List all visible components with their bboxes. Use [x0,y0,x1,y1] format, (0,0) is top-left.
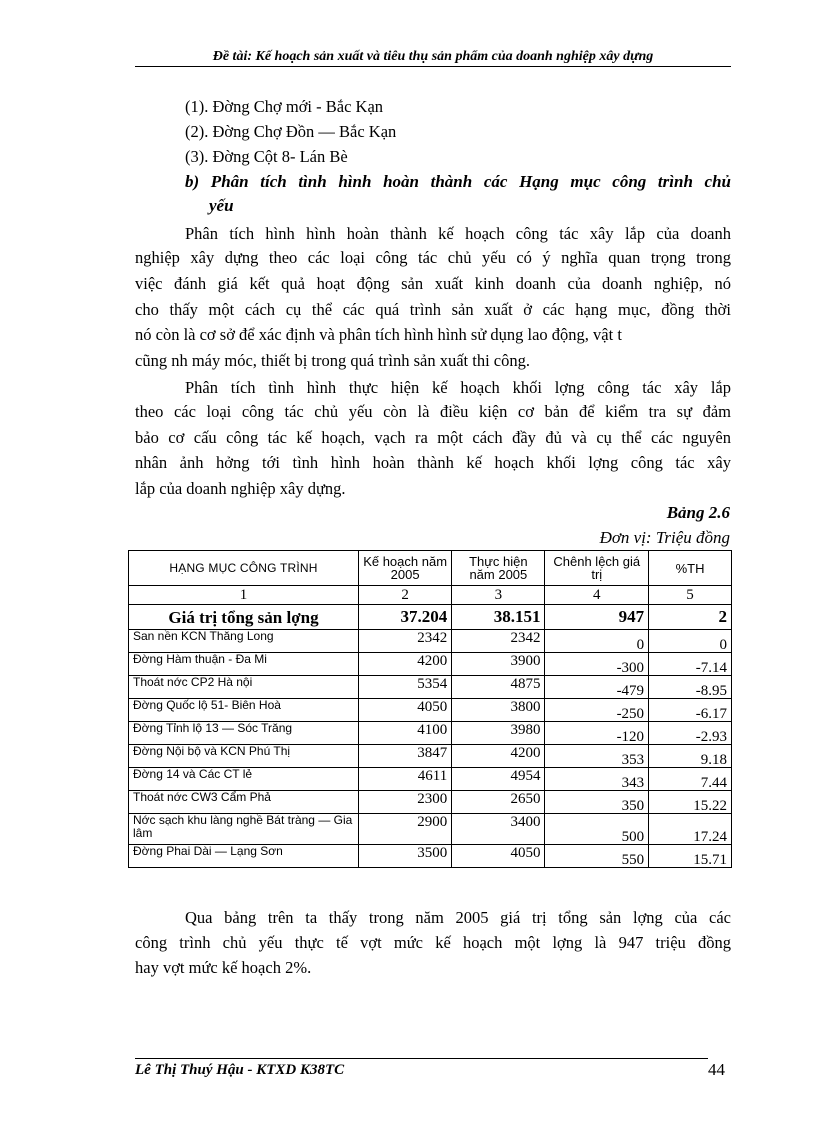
table-header-row [129,551,732,586]
paragraph-line: nghiệp xây dựng theo các loại công tác chủ yếu có ý nghĩa quan trọng trong [135,248,731,267]
row-cell: 4875 [452,676,545,699]
index-row [129,586,732,605]
table-caption: Bảng 2.6 [666,503,730,522]
row-cell: 2342 [359,630,452,653]
row-cell: -250 [545,699,649,722]
page-number: 44 [708,1060,725,1079]
row-label: Thoát nớc CW3 Cẩm Phả [129,791,359,814]
row-cell: 4050 [359,699,452,722]
section-heading: b) Phân tích tình hình hoàn thành các Hạng mục công trình chủ [185,172,731,191]
row-cell: -7.14 [649,653,732,676]
row-cell: -8.95 [649,676,732,699]
row-cell: 4050 [452,845,545,868]
paragraph-line: hay vợt mức kế hoạch 2%. [135,958,312,977]
col-header: Kế hoạch năm 2005 [359,551,452,586]
row-cell: 15.71 [649,845,732,868]
row-label: Đờng 14 và Các CT lẻ [129,768,359,791]
table-unit: Đơn vị: Triệu đồng [599,528,730,547]
row-cell: -6.17 [649,699,732,722]
row-cell: 4200 [359,653,452,676]
paragraph-line: nó còn là cơ sở để xác định và phân tích hình hình sử dụng lao động, vật t [135,325,622,344]
page-header: Đề tài: Kế hoạch sản xuất và tiêu thụ sản phẩm của doanh nghiệp xây dựng [135,48,731,67]
paragraph-line: lắp của doanh nghiệp xây dựng. [135,479,346,498]
index-cell: 4 [545,586,649,605]
paragraph-line: Phân tích tình hình thực hiện kế hoạch khối lợng công tác xây lắp [185,378,731,397]
table-row [129,630,732,653]
row-cell: 3980 [452,722,545,745]
index-cell: 1 [129,586,359,605]
total-row [129,605,732,630]
total-cell: 38.151 [452,605,545,630]
row-cell: -2.93 [649,722,732,745]
row-cell: 2650 [452,791,545,814]
row-cell: 3900 [452,653,545,676]
row-cell: -120 [545,722,649,745]
row-cell: 3500 [359,845,452,868]
paragraph-line: Qua bảng trên ta thấy trong năm 2005 giá trị tổng sản lợng của các [185,908,731,927]
total-cell: 2 [649,605,732,630]
col-header: Thực hiện năm 2005 [452,551,545,586]
data-table [128,550,732,868]
col-header: HẠNG MỤC CÔNG TRÌNH [129,551,359,586]
row-cell: 2900 [359,814,452,845]
paragraph-line: Phân tích hình hình hoàn thành kế hoạch công tác xây lắp của doanh [185,224,731,243]
table-row [129,791,732,814]
total-cell: 37.204 [359,605,452,630]
row-cell: 3400 [452,814,545,845]
paragraph-line: cũng nh máy móc, thiết bị trong quá trình sản xuất thi công. [135,351,531,370]
row-cell: -300 [545,653,649,676]
total-cell: 947 [545,605,649,630]
row-label: Đờng Nội bộ và KCN Phú Thị [129,745,359,768]
list-item: (3). Đờng Cột 8- Lán Bè [185,147,348,166]
section-heading-cont: yếu [209,196,234,215]
list-item: (1). Đờng Chợ mới - Bắc Kạn [185,97,384,116]
col-header: Chênh lệch giá trị [545,551,649,586]
row-cell: 15.22 [649,791,732,814]
row-cell: 9.18 [649,745,732,768]
row-label: Đờng Hàm thuận - Đa Mi [129,653,359,676]
paragraph-line: công trình chủ yếu thực tế vợt mức kế hoạch một lợng là 947 triệu đồng [135,933,731,952]
index-cell: 2 [359,586,452,605]
row-cell: 4200 [452,745,545,768]
row-cell: 2342 [452,630,545,653]
list-item: (2). Đờng Chợ Đồn — Bắc Kạn [185,122,397,141]
row-cell: 3800 [452,699,545,722]
row-label: Nớc sạch khu làng nghề Bát tràng — Gia lâm [129,814,359,845]
paragraph-line: việc đánh giá kết quả hoạt động sản xuất kinh doanh của doanh nghiệp, nó [135,274,731,293]
row-cell: 350 [545,791,649,814]
row-cell: 0 [545,630,649,653]
row-cell: 500 [545,814,649,845]
paragraph-line: theo các loại công tác chủ yếu còn là điều kiện cơ bản để kiểm tra sự đảm [135,402,731,421]
row-label: San nền KCN Thăng Long [129,630,359,653]
table-row [129,768,732,791]
row-label: Đờng Phai Dài — Lạng Sơn [129,845,359,868]
footer-author: Lê Thị Thuý Hậu - KTXD K38TC [135,1062,345,1078]
row-cell: 0 [649,630,732,653]
row-label: Đờng Tỉnh lộ 13 — Sóc Trăng [129,722,359,745]
row-cell: 550 [545,845,649,868]
row-label: Đờng Quốc lộ 51- Biên Hoà [129,699,359,722]
table-row [129,699,732,722]
row-cell: 7.44 [649,768,732,791]
row-cell: 2300 [359,791,452,814]
index-cell: 3 [452,586,545,605]
paragraph-line: cho thấy một cách cụ thể các quá trình sản xuất ở các hạng mục, đồng thời [135,300,731,319]
paragraph-line: nhân ảnh hởng tới tình hình hoàn thành kế hoạch khối lợng công tác xây [135,453,731,472]
table-row [129,722,732,745]
table-row [129,814,732,845]
total-label: Giá trị tổng sản lợng [129,605,359,630]
row-cell: 4100 [359,722,452,745]
row-cell: 3847 [359,745,452,768]
row-cell: 353 [545,745,649,768]
row-cell: 5354 [359,676,452,699]
row-label: Thoát nớc CP2 Hà nội [129,676,359,699]
table-row [129,745,732,768]
col-header: %TH [649,551,732,586]
table-row [129,653,732,676]
row-cell: 17.24 [649,814,732,845]
table-row [129,845,732,868]
footer-rule [135,1058,708,1059]
paragraph-line: bảo cơ cấu công tác kế hoạch, vạch ra một cách đầy đủ và cụ thể các nguyên [135,428,731,447]
row-cell: -479 [545,676,649,699]
row-cell: 343 [545,768,649,791]
index-cell: 5 [649,586,732,605]
row-cell: 4611 [359,768,452,791]
table-row [129,676,732,699]
row-cell: 4954 [452,768,545,791]
